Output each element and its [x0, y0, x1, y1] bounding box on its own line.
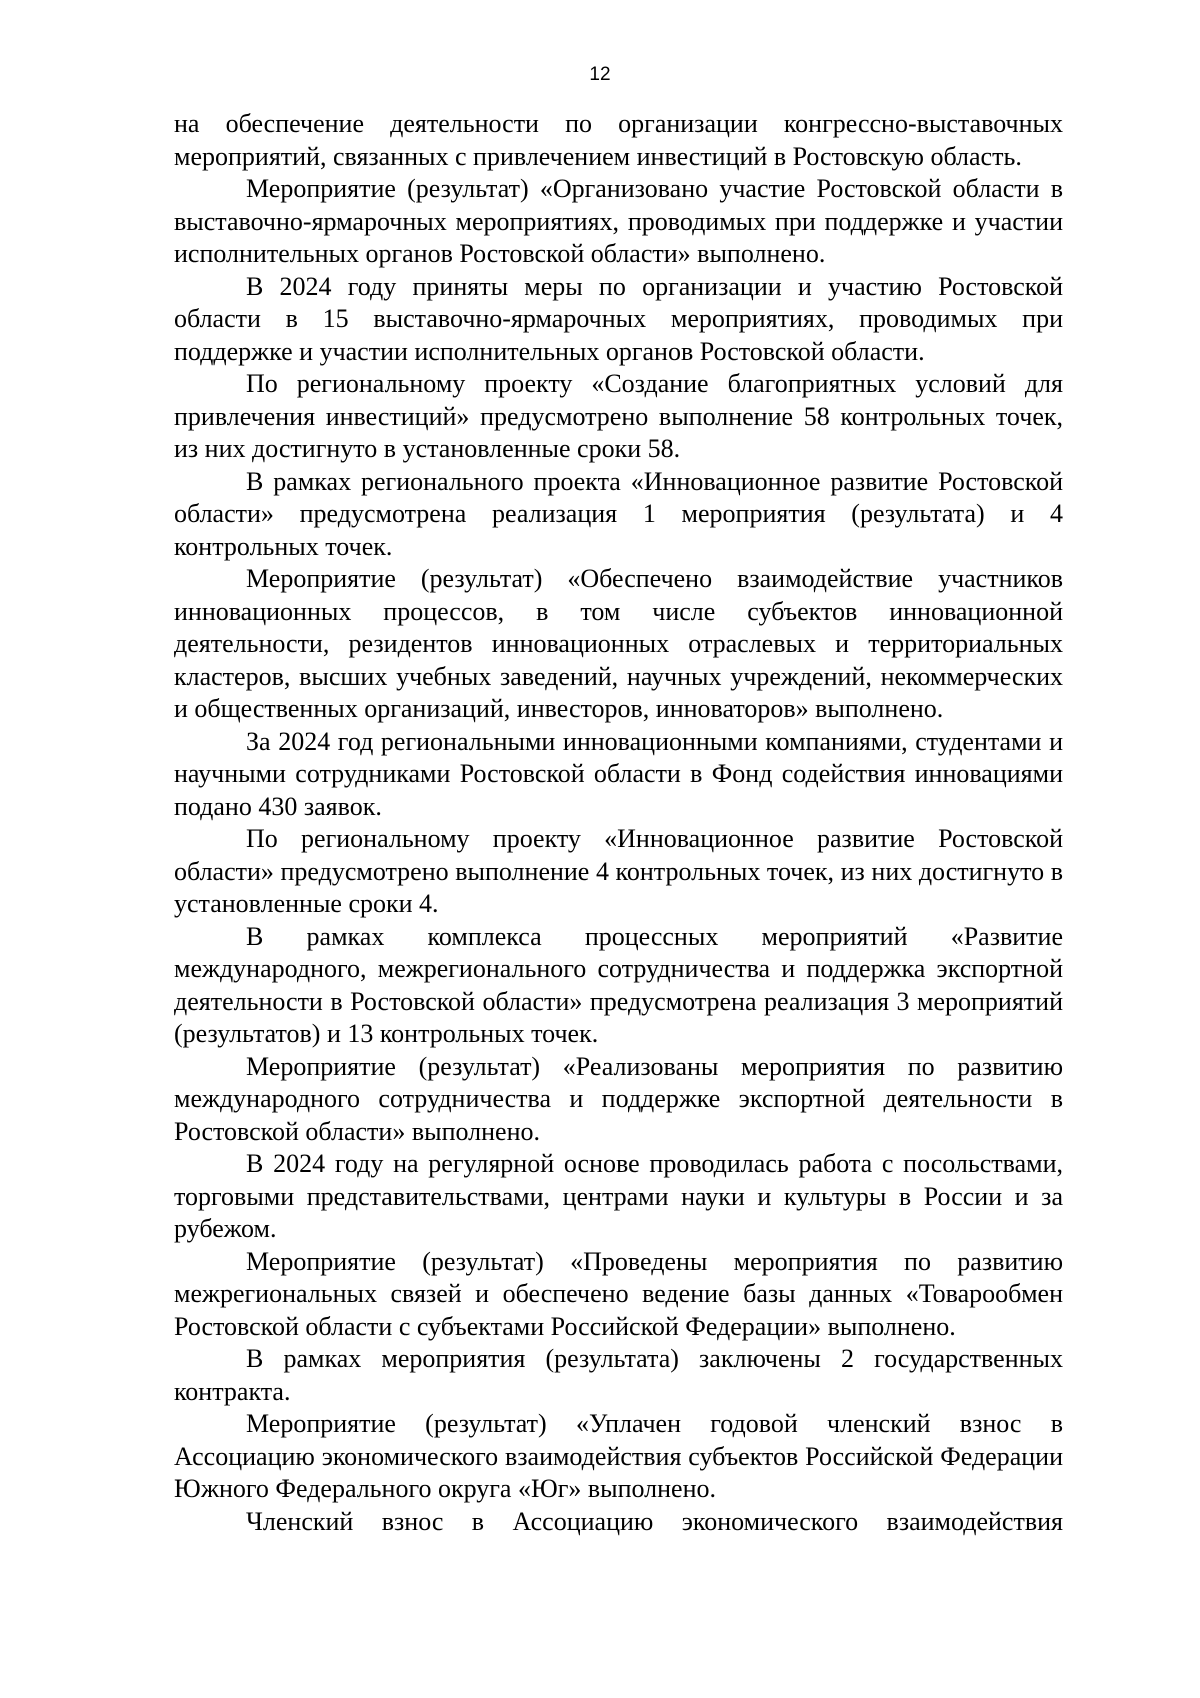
paragraph: Мероприятие (результат) «Обеспечено взаимодействие участников инновационных процессов, в том числе субъектов инновационной деятельности, резидентов инновационных отраслевых и территориальных кластеров, высших учебных заведений, научных учреждений, некоммерческих и общественных организаций, инвесторов, инноваторов» выполнено. [174, 564, 1063, 723]
paragraph: В рамках регионального проекта «Инновационное развитие Ростовской области» предусмотрена реализация 1 мероприятия (результата) и 4 контрольных точек. [174, 466, 1063, 561]
paragraph: Мероприятие (результат) «Уплачен годовой членский взнос в Ассоциацию экономического взаимодействия субъектов Российской Федерации Южного Федерального округа «Юг» выполнено. [174, 1409, 1063, 1503]
paragraph: За 2024 год региональными инновационными компаниями, студентами и научными сотрудниками Ростовской области в Фонд содействия инновациями подано 430 заявок. [174, 726, 1063, 821]
paragraph: В рамках мероприятия (результата) заключены 2 государственных контракта. [174, 1344, 1063, 1406]
paragraph: Мероприятие (результат) «Реализованы мероприятия по развитию международного сотрудничества и поддержке экспортной деятельности в Ростовской области» выполнено. [174, 1051, 1063, 1146]
paragraph: Мероприятие (результат) «Проведены мероприятия по развитию межрегиональных связей и обеспечено ведение базы данных «Товарообмен Ростовской области с субъектами Российской Федерации» выполнено. [174, 1246, 1063, 1341]
page-number: 12 [589, 64, 611, 85]
document-body [174, 108, 1063, 1538]
paragraph: В 2024 году приняты меры по организации и участию Ростовской области в 15 выставочно-ярмарочных мероприятиях, проводимых при поддержке и участии исполнительных органов Ростовской области. [174, 271, 1063, 366]
paragraph: В 2024 году на регулярной основе проводилась работа с посольствами, торговыми представительствами, центрами науки и культуры в России и за рубежом. [174, 1149, 1063, 1243]
paragraph: В рамках комплекса процессных мероприятий «Развитие международного, межрегионального сотрудничества и поддержка экспортной деятельности в Ростовской области» предусмотрена реализация 3 мероприятий (результатов) и 13 контрольных точек. [174, 921, 1063, 1048]
paragraph: Мероприятие (результат) «Организовано участие Ростовской области в выставочно-ярмарочных мероприятиях, проводимых при поддержке и участии исполнительных органов Ростовской области» выполнено. [174, 174, 1063, 268]
paragraph-truncated: Членский взнос в Ассоциацию экономического взаимодействия [246, 1506, 1063, 1536]
paragraph: По региональному проекту «Инновационное развитие Ростовской области» предусмотрено выполнение 4 контрольных точек, из них достигнуто в установленные сроки 4. [174, 824, 1063, 918]
paragraph-continuation: на обеспечение деятельности по организации конгрессно-выставочных мероприятий, связанных с привлечением инвестиций в Ростовскую область. [174, 109, 1063, 171]
paragraph: По региональному проекту «Создание благоприятных условий для привлечения инвестиций» предусмотрено выполнение 58 контрольных точек, из них достигнуто в установленные сроки 58. [174, 369, 1063, 463]
